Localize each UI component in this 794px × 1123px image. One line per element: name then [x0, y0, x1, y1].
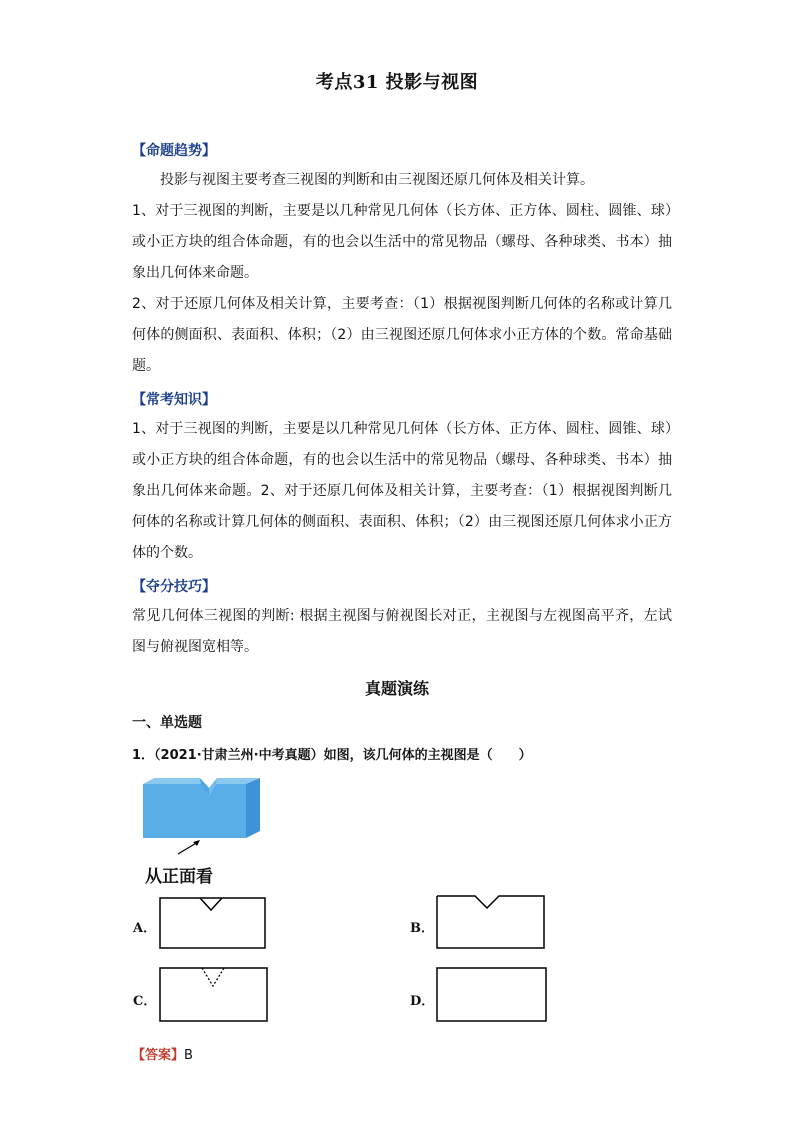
option-d-figure[interactable] — [435, 966, 549, 1024]
trend-paragraph-3: 2、对于还原几何体及相关计算，主要考查：（1）根据视图判断几何体的名称或计算几何体的侧面积、表面积、体积；（2）由三视图还原几何体求小正方体的个数。常命基础题。 — [132, 296, 672, 374]
solid-front-face — [143, 784, 246, 838]
knowledge-heading: 【常考知识】 — [132, 392, 216, 408]
question-category: 一、单选题 — [132, 715, 202, 731]
question-text: 1．（2021·甘肃兰州·中考真题）如图，该几何体的主视图是（ ） — [132, 748, 532, 763]
answer-value: B — [184, 1048, 193, 1063]
solid-side-face — [246, 778, 260, 838]
trend-paragraph-2: 1、对于三视图的判断，主要是以几种常见几何体（长方体、正方体、圆柱、圆锥、球）或小正方块的组合体命题，有的也会以生活中的常见物品（螺母、各种球类、书本）抽象出几何体来命题。 — [132, 203, 672, 281]
page-title: 考点31 投影与视图 — [315, 72, 479, 93]
tips-heading: 【夺分技巧】 — [132, 579, 216, 595]
tips-paragraph: 常见几何体三视图的判断: 根据主视图与俯视图长对正，主视图与左视图高平齐，左试图与俯视图宽相等。 — [132, 608, 672, 655]
option-a-label[interactable]: A． — [133, 921, 157, 936]
view-direction-caption: 从正面看 — [145, 867, 213, 887]
option-a-figure[interactable] — [158, 896, 268, 950]
trend-paragraph-1: 投影与视图主要考查三视图的判断和由三视图还原几何体及相关计算。 — [160, 172, 594, 188]
option-c-figure[interactable] — [158, 966, 270, 1024]
option-b-label[interactable]: B． — [410, 921, 434, 936]
answer-line — [132, 1044, 193, 1063]
solid-figure — [140, 776, 265, 856]
option-c-label[interactable]: C． — [133, 994, 157, 1009]
practice-heading: 真题演练 — [364, 679, 429, 698]
trend-heading: 【命题趋势】 — [132, 143, 216, 159]
view-arrow-head — [193, 840, 200, 846]
option-d-label[interactable]: D． — [410, 994, 435, 1009]
knowledge-paragraph: 1、对于三视图的判断，主要是以几种常见几何体（长方体、正方体、圆柱、圆锥、球）或小正方块的组合体命题，有的也会以生活中的常见物品（螺母、各种球类、书本）抽象出几何体来命题。2、对于还原几何体及相关计算，主要考查：（1）根据视图判断几何体的名称或计算几何体的侧面积、表面积、体积；（2）由三视图还原几何体求小正方体的个数。 — [132, 421, 672, 561]
answer-tag: 【答案】 — [132, 1048, 185, 1063]
option-b-figure[interactable] — [435, 894, 547, 950]
